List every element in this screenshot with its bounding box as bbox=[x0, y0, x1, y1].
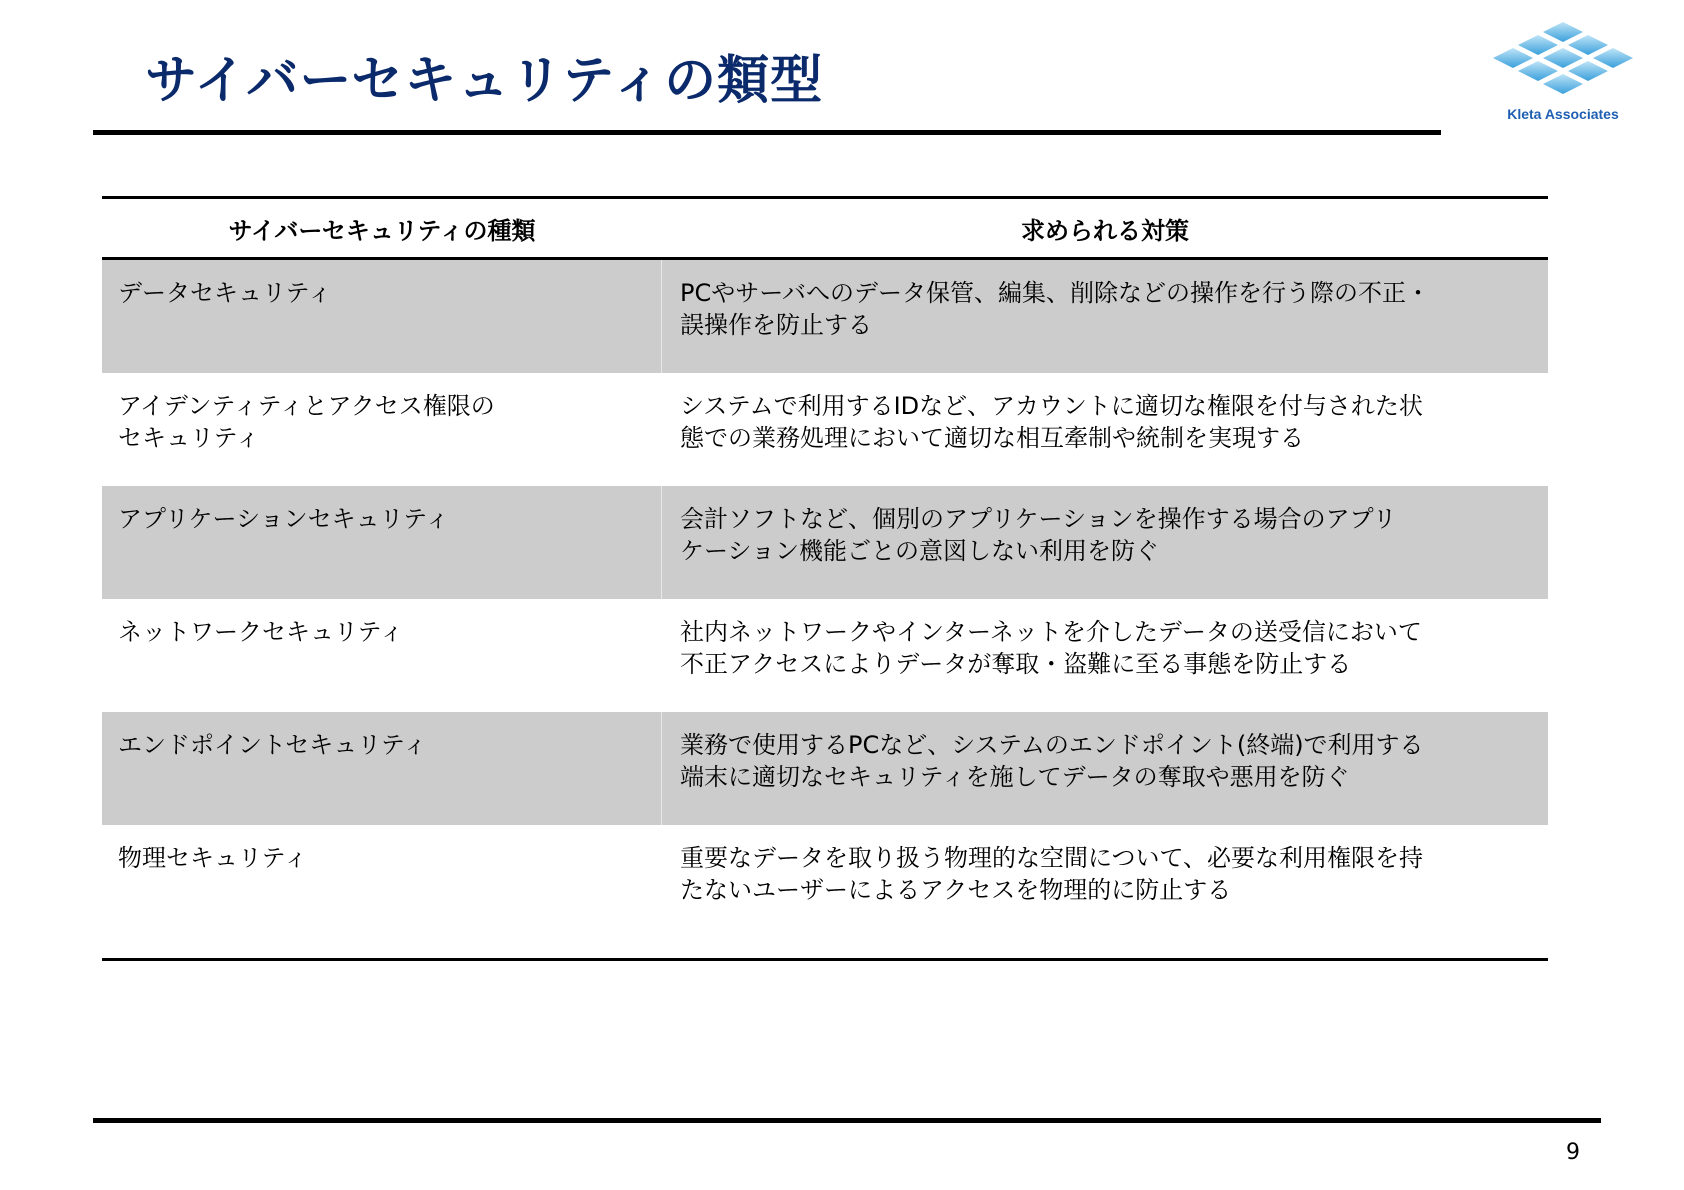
measure-text: 態での業務処理において適切な相互牽制や統制を実現する bbox=[680, 424, 1304, 452]
type-text: ネットワークセキュリティ bbox=[118, 618, 404, 646]
measure-text: 不正アクセスによりデータが奪取・盗難に至る事態を防止する bbox=[680, 650, 1352, 678]
type-cell bbox=[102, 373, 662, 486]
type-text: セキュリティ bbox=[118, 424, 260, 452]
measure-cell bbox=[662, 486, 1548, 599]
type-text: アプリケーションセキュリティ bbox=[118, 505, 450, 533]
table-row bbox=[102, 373, 1548, 486]
table-header bbox=[102, 199, 1548, 260]
table-bottom-rule bbox=[102, 958, 1548, 961]
company-logo bbox=[1488, 18, 1638, 128]
type-cell bbox=[102, 712, 662, 825]
measure-text: 重要なデータを取り扱う物理的な空間について、必要な利用権限を持 bbox=[680, 844, 1424, 872]
table-row bbox=[102, 712, 1548, 825]
measure-text: 端末に適切なセキュリティを施してデータの奪取や悪用を防ぐ bbox=[680, 763, 1350, 791]
slide-title: サイバーセキュリティの類型 bbox=[145, 51, 824, 111]
type-cell bbox=[102, 599, 662, 712]
type-text: 物理セキュリティ bbox=[118, 844, 308, 872]
type-text: エンドポイントセキュリティ bbox=[118, 731, 427, 759]
measure-text: 誤操作を防止する bbox=[680, 311, 872, 339]
measure-cell bbox=[662, 599, 1548, 712]
measure-cell bbox=[662, 373, 1548, 486]
measure-cell bbox=[662, 825, 1548, 938]
measure-cell bbox=[662, 712, 1548, 825]
measure-text: 会計ソフトなど、個別のアプリケーションを操作する場合のアプリ bbox=[680, 505, 1397, 533]
type-text: アイデンティティとアクセス権限の bbox=[118, 392, 495, 420]
title-divider bbox=[93, 130, 1441, 135]
header-measure: 求められる対策 bbox=[1021, 216, 1189, 245]
measure-text: 社内ネットワークやインターネットを介したデータの送受信において bbox=[680, 618, 1422, 646]
type-text: データセキュリティ bbox=[118, 279, 332, 307]
type-cell bbox=[102, 486, 662, 599]
header-type: サイバーセキュリティの種類 bbox=[228, 216, 536, 245]
measure-text: ケーション機能ごとの意図しない利用を防ぐ bbox=[680, 537, 1160, 565]
measure-text: システムで利用するIDなど、アカウントに適切な権限を付与された状 bbox=[680, 392, 1423, 420]
measure-text: PCやサーバへのデータ保管、編集、削除などの操作を行う際の不正・ bbox=[680, 279, 1431, 307]
table-row bbox=[102, 486, 1548, 599]
type-cell bbox=[102, 260, 662, 373]
page-number: 9 bbox=[1566, 1140, 1580, 1165]
measure-text: たないユーザーによるアクセスを物理的に防止する bbox=[680, 876, 1232, 904]
diamond-grid-logo-icon bbox=[1488, 18, 1638, 106]
security-types-table bbox=[102, 196, 1548, 938]
table-row bbox=[102, 825, 1548, 938]
table-row bbox=[102, 260, 1548, 373]
type-cell bbox=[102, 825, 662, 938]
logo-text: Kleta Associates bbox=[1507, 106, 1619, 122]
measure-cell bbox=[662, 260, 1548, 373]
table-row bbox=[102, 599, 1548, 712]
measure-text: 業務で使用するPCなど、システムのエンドポイント(終端)で利用する bbox=[680, 731, 1424, 759]
footer-divider bbox=[93, 1118, 1601, 1123]
